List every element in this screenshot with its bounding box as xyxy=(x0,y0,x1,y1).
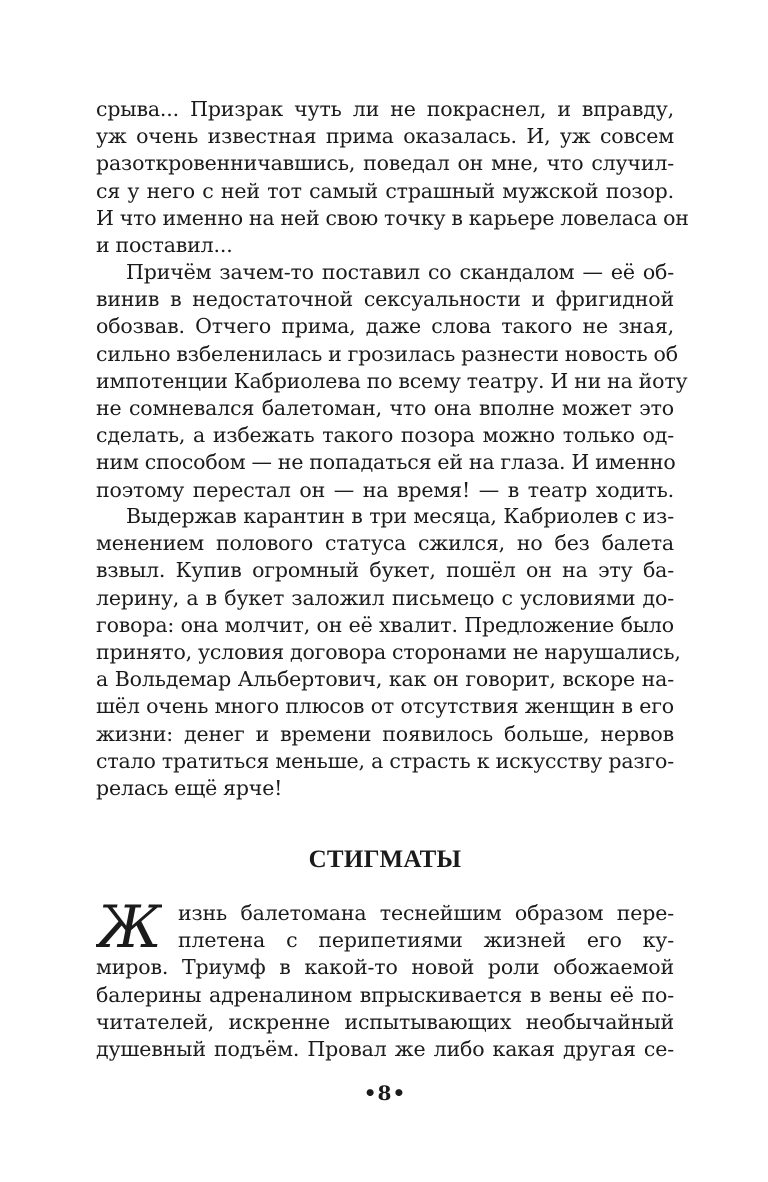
text-line: сильно взбеленилась и грозилась разнести новость об xyxy=(96,341,678,366)
text-line: ним способом — не попадаться ей на глаза. И именно xyxy=(96,450,676,475)
text-line: лерину, а в букет заложил письмецо с условиями до- xyxy=(96,585,674,610)
text-line: изнь балетомана теснейшим образом пере- xyxy=(178,901,674,925)
text-line: жизни: денег и времени появилось больше, нервов xyxy=(96,721,674,746)
text-line: миров. Триумф в какой-то новой роли обожаемой xyxy=(96,955,674,980)
text-line: говора: она молчит, он её хвалит. Предложение было xyxy=(96,612,674,637)
text-line: а Вольдемар Альбертович, как он говорит, вскоре на- xyxy=(96,667,674,692)
text-line: ся у него с ней тот самый страшный мужской позор. xyxy=(96,178,674,203)
text-line: уж очень известная прима оказалась. И, уж совсем xyxy=(96,124,674,149)
text-line: читателей, искренне испытывающих необычайный xyxy=(96,1009,674,1034)
text-line: и поставил... xyxy=(96,232,233,257)
text-line: балерины адреналином впрыскивается в вены её по- xyxy=(96,982,674,1007)
text-line: Выдержав карантин в три месяца, Кабриолев с из- xyxy=(126,504,674,528)
text-line: винив в недостаточной сексуальности и фригидной xyxy=(96,287,674,312)
text-line: не сомневался балетоман, что она вполне может это xyxy=(96,395,674,420)
text-line: релась ещё ярче! xyxy=(96,775,283,800)
text-line: обозвав. Отчего прима, даже слова такого не зная, xyxy=(96,314,674,339)
text-line: поэтому перестал он — на время! — в театр ходить. xyxy=(96,477,674,502)
text-line: шёл очень много плюсов от отсутствия женщин в его xyxy=(96,694,674,719)
text-line: разоткровенничавшись, поведал он мне, что случил- xyxy=(96,151,674,176)
text-line: принято, условия договора сторонами не нарушались, xyxy=(96,639,681,664)
text-line: импотенции Кабриолева по всему театру. И ни на йоту xyxy=(96,368,688,393)
section-paragraph xyxy=(96,900,674,1063)
paragraph-1 xyxy=(96,96,689,259)
drop-cap-glyph: Ж xyxy=(96,900,162,956)
text-line: Причём зачем-то поставил со скандалом — её об- xyxy=(126,260,674,284)
section-heading: СТИГМАТЫ xyxy=(308,846,462,873)
page-number: •8• xyxy=(363,1081,407,1105)
paragraph-2 xyxy=(96,259,688,504)
text-line: менением полового статуса сжился, но без балета xyxy=(96,531,674,556)
text-line: И что именно на ней свою точку в карьере ловеласа он xyxy=(96,205,689,230)
text-line: сделать, а избежать такого позора можно только од- xyxy=(96,423,674,448)
text-line: стало тратиться меньше, а страсть к искусству разго- xyxy=(96,748,674,773)
paragraph-3 xyxy=(96,503,681,802)
text-line: плетена с перипетиями жизней его ку- xyxy=(178,928,674,953)
text-line: срыва... Призрак чуть ли не покраснел, и вправду, xyxy=(96,97,674,121)
text-line: взвыл. Купив огромный букет, пошёл он на эту ба- xyxy=(96,558,674,583)
drop-cap-letter xyxy=(96,900,162,956)
text-line: душевный подъём. Провал же либо какая другая се- xyxy=(96,1036,674,1061)
